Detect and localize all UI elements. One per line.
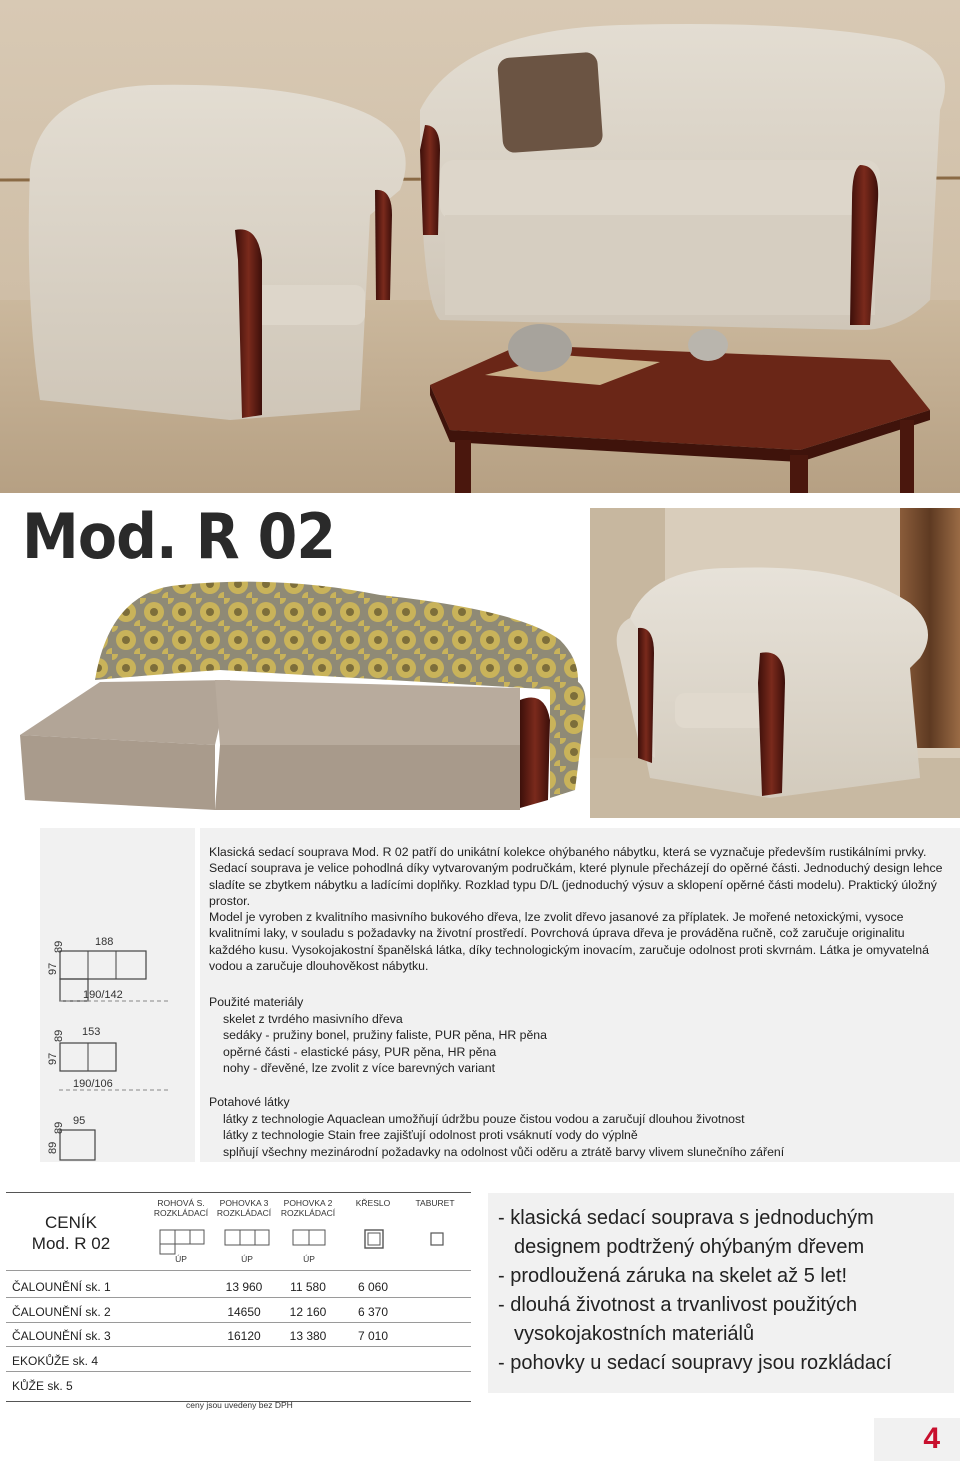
corner-height-label: 97 — [47, 962, 59, 975]
armchair-seat-label: 89 — [53, 1121, 65, 1134]
table-rule — [6, 1297, 471, 1298]
materials-item: nohy - dřevěné, lze zvolit z více barevných variant — [223, 1061, 496, 1075]
price-cell: 7 010 — [357, 1329, 389, 1343]
price-cell: 6 370 — [357, 1305, 389, 1319]
col-header-corner — [146, 1198, 216, 1218]
price-table — [6, 1192, 471, 1402]
col-header-sofa2 — [273, 1198, 343, 1218]
table-rule — [6, 1270, 471, 1271]
armchair-icon — [364, 1229, 384, 1249]
sofa-diagram — [59, 1042, 129, 1082]
col-header-line: ROZKLÁDACÍ — [153, 1208, 209, 1218]
storage-tag: ÚP — [241, 1254, 253, 1264]
description-paragraph-1: Klasická sedací souprava Mod. R 02 patří do unikátní kolekce ohýbaného nábytku, která se vyznačuje především rustikálními prvky. Sedací souprava je velice pohodlná díky vytvarovaným područkám, které plynule přecházejí do opěrné části. Jednoduchý design lehce sladíte se zbytkem nábytku a ladícími doplňky. Rozklad typu D/L (jednoduchý výsuv a sklopení opěrné části modelu). Praktický úložný prostor. — [209, 845, 943, 908]
feature-line: - prodloužená záruka na skelet až 5 let! — [498, 1265, 848, 1287]
price-cell: 13 380 — [289, 1329, 327, 1343]
description-paragraph-2: Model je vyroben z kvalitního masivního bukového dřeva, lze zvolit dřevo jasanové za příplatek. Je mořené netoxickými, vysoce kvalitními laky, v souladu s požadavky na životní prostředí. Povrchová úprava dřeva je prováděna ručně, což zaručuje originalitu každého kusu. Vysokojakostní španělská látka, díky technologickým inovacím, zaručuje odolnost proti skvrnám. Látka je omyvatelná vodou a zaručuje dlouhověkost nábytku. — [209, 910, 929, 974]
row-label: KŮŽE sk. 5 — [12, 1379, 73, 1393]
page-number: 4 — [923, 1422, 940, 1455]
corner-width-label: 188 — [95, 936, 114, 948]
col-header-line: POHOVKA 2 — [283, 1198, 333, 1208]
corner-seat-label: 89 — [53, 940, 65, 953]
price-table-title: CENÍK — [45, 1213, 97, 1232]
row-label: ČALOUNĚNÍ sk. 1 — [12, 1280, 111, 1294]
materials-heading: Použité materiály — [209, 995, 304, 1009]
dashed-divider — [59, 1087, 169, 1093]
col-header-line: ROZKLÁDACÍ — [280, 1208, 336, 1218]
page-title: Mod. R 02 — [22, 500, 336, 573]
feature-line: vysokojakostních materiálů — [514, 1323, 755, 1345]
dimensions-panel — [40, 828, 195, 1162]
armchair-height-label: 89 — [47, 1141, 59, 1154]
feature-line: - dlouhá životnost a trvanlivost použitých — [498, 1294, 858, 1316]
sofa-width-label: 153 — [82, 1026, 101, 1038]
feature-line: - pohovky u sedací soupravy jsou rozkládací — [498, 1352, 892, 1374]
sofa-height-label: 97 — [47, 1052, 59, 1065]
col-header-stool: TABURET — [415, 1198, 455, 1208]
corner-sofa-icon — [159, 1229, 205, 1255]
dashed-divider — [59, 998, 169, 1004]
feature-line: designem podtržený ohýbaným dřevem — [514, 1236, 865, 1258]
col-header-line: POHOVKA 3 — [219, 1198, 269, 1208]
table-rule — [6, 1371, 471, 1372]
armchair-diagram — [59, 1129, 99, 1163]
table-rule — [6, 1322, 471, 1323]
price-cell: 6 060 — [357, 1280, 389, 1294]
materials-item: opěrné části - elastické pásy, PUR pěna, HR pěna — [223, 1045, 497, 1059]
price-cell: 14650 — [227, 1305, 261, 1319]
col-header-armchair: KŘESLO — [355, 1198, 391, 1208]
corner-sofa-photo — [0, 570, 590, 815]
materials-item: skelet z tvrdého masivního dřeva — [223, 1012, 403, 1026]
price-cell: 12 160 — [289, 1305, 327, 1319]
row-label: ČALOUNĚNÍ sk. 2 — [12, 1305, 111, 1319]
feature-box — [488, 1193, 954, 1393]
sofa-2-icon — [292, 1229, 326, 1247]
col-header-line: ROZKLÁDACÍ — [216, 1208, 272, 1218]
fabrics-item: látky z technologie Stain free zajišťují odolnost proti vsáknutí vody do výplně — [223, 1128, 638, 1142]
feature-line: - klasická sedací souprava s jednoduchým — [498, 1207, 874, 1229]
price-cell: 11 580 — [290, 1280, 326, 1294]
sofa-3-icon — [224, 1229, 270, 1247]
armchair-width-label: 95 — [73, 1115, 86, 1127]
table-rule — [6, 1346, 471, 1347]
price-cell: 13 960 — [225, 1280, 263, 1294]
row-label: ČALOUNĚNÍ sk. 3 — [12, 1329, 111, 1343]
stool-icon — [430, 1232, 444, 1246]
price-table-subtitle: Mod. R 02 — [31, 1234, 111, 1253]
col-header-sofa3 — [209, 1198, 279, 1218]
description-panel — [200, 828, 960, 1162]
storage-tag: ÚP — [175, 1254, 187, 1264]
fabrics-item: látky z technologie Aquaclean umožňují údržbu pouze čistou vodou a zaručují dlouhou životnost — [223, 1112, 745, 1126]
fabrics-heading: Potahové látky — [209, 1095, 290, 1109]
col-header-line: ROHOVÁ S. — [157, 1198, 205, 1208]
sofa-depth-label: 190/106 — [73, 1078, 113, 1090]
fabrics-item: splňují všechny mezinárodní požadavky na odolnost vůči oděru a ztrátě barvy vlivem slunečního záření — [223, 1145, 785, 1159]
description-text — [209, 844, 954, 974]
sofa-seat-label: 89 — [53, 1029, 65, 1042]
storage-tag: ÚP — [303, 1254, 315, 1264]
armchair-photo — [590, 508, 960, 818]
corner-depth-label: 190/142 — [83, 989, 123, 1001]
row-label: EKOKŮŽE sk. 4 — [12, 1354, 99, 1368]
price-cell: 16120 — [227, 1329, 261, 1343]
page-number-box — [874, 1418, 960, 1461]
materials-item: sedáky - pružiny bonel, pružiny faliste, PUR pěna, HR pěna — [223, 1028, 547, 1042]
hero-photo — [0, 0, 960, 493]
price-note: ceny jsou uvedeny bez DPH — [186, 1400, 293, 1410]
